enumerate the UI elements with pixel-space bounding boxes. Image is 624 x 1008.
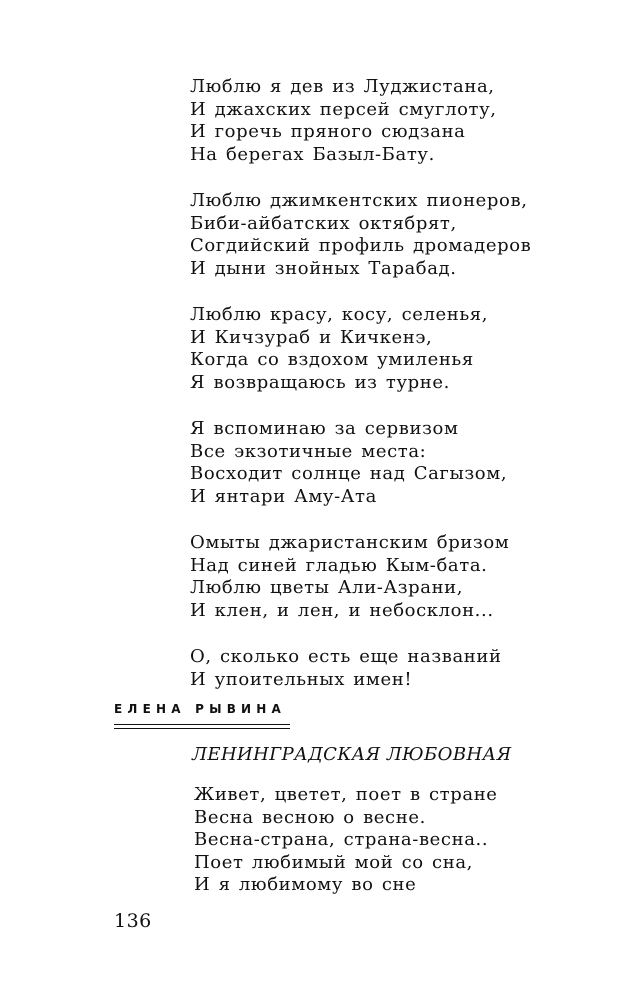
poem-line: И я любимому во сне (194, 874, 417, 895)
poem-title: ЛЕНИНГРАДСКАЯ ЛЮБОВНАЯ (192, 744, 512, 765)
poem-line: Поет любимый мой со сна, (194, 851, 473, 873)
poem-line: И дыни знойных Тарабад. (190, 257, 457, 279)
poem-line: Весна-страна, страна-весна.. (194, 829, 489, 850)
poem-line: Люблю красу, косу, селенья, (190, 304, 489, 325)
poem-body (190, 76, 590, 715)
poem-line: Люблю цветы Али-Азрани, (190, 577, 464, 598)
stanza (190, 532, 590, 622)
poem-line: Омыты джаристанским бризом (190, 532, 510, 553)
poem-line: И горечь пряного сюдзана (190, 121, 466, 142)
poem-line: И упоительных имен! (190, 668, 413, 690)
poem-line: Я возвращаюсь из турне. (190, 371, 450, 393)
stanza (190, 76, 590, 166)
stanza (190, 304, 590, 394)
poem-line: И Кичзураб и Кичкенэ, (190, 326, 433, 348)
poem-line: И янтари Аму-Ата (190, 485, 377, 507)
author-underline (114, 724, 290, 725)
poem-line: Над синей гладью Кым-бата. (190, 554, 488, 576)
poem-line: И клен, и лен, и небосклон... (190, 599, 494, 621)
poem-line: Люблю я дев из Луджистана, (190, 76, 495, 97)
poem-line: Когда со вздохом умиленья (190, 349, 474, 370)
stanza (190, 646, 590, 691)
stanza (190, 190, 590, 280)
poem-line: Весна весною о весне. (194, 806, 426, 828)
poem-line: На берегах Базыл-Бату. (190, 143, 435, 165)
author-name: ЕЛЕНА РЫВИНА (114, 702, 287, 716)
stanza (190, 418, 590, 508)
poem-line: О, сколько есть еще названий (190, 646, 502, 667)
poem-line: Биби-айбатских октябрят, (190, 212, 457, 234)
poem-line: Я вспоминаю за сервизом (190, 418, 459, 439)
author-underline (114, 728, 290, 729)
poem-line: Люблю джимкентских пионеров, (190, 190, 528, 211)
poem-line: Восходит солнце над Сагызом, (190, 463, 508, 484)
poem-line: Живет, цветет, поет в стране (194, 784, 498, 805)
poem-line: Все экзотичные места: (190, 440, 427, 462)
poem-body (194, 784, 594, 897)
page-number: 136 (114, 910, 152, 932)
poem-line: Согдийский профиль дромадеров (190, 235, 532, 256)
poem-line: И джахских персей смуглоту, (190, 98, 497, 120)
